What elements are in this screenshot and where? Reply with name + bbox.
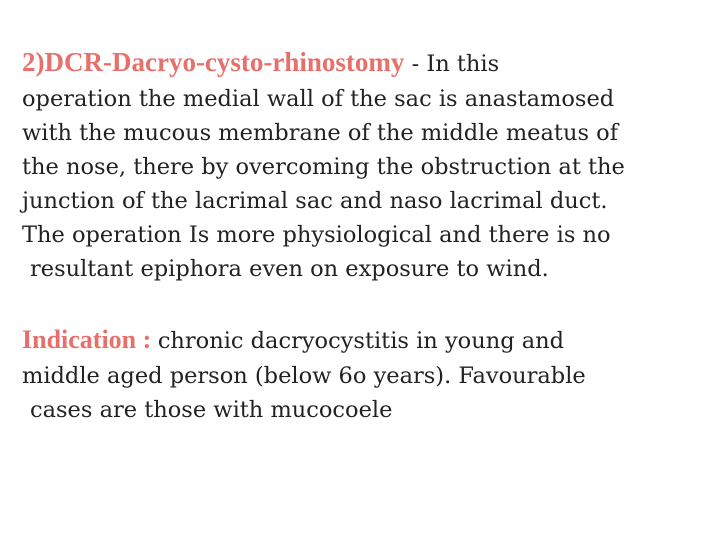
title-line xyxy=(22,44,702,82)
description-line-4: junction of the lacrimal sac and naso lacrimal duct. xyxy=(22,188,608,214)
description-line-6: resultant epiphora even on exposure to wind. xyxy=(30,256,549,282)
indication-label: Indication : xyxy=(22,325,158,354)
description-line-5: The operation Is more physiological and there is no xyxy=(22,222,611,248)
section-heading: 2)DCR-Dacryo-cysto-rhinostomy xyxy=(22,47,405,77)
heading-suffix: - In this xyxy=(404,51,500,77)
description-line-1: operation the medial wall of the sac is anastamosed xyxy=(22,86,615,112)
description-line-3: the nose, there by overcoming the obstruction at the xyxy=(22,154,625,180)
indication-text: chronic dacryocystitis in young and xyxy=(157,328,565,354)
description-line-2: with the mucous membrane of the middle meatus of xyxy=(22,120,619,146)
indication-section xyxy=(22,322,702,427)
indication-line-3: cases are those with mucocoele xyxy=(30,397,393,423)
indication-line-2: middle aged person (below 6o years). Favourable xyxy=(22,363,586,389)
indication-line-1 xyxy=(22,322,702,359)
dcr-section xyxy=(22,44,702,286)
